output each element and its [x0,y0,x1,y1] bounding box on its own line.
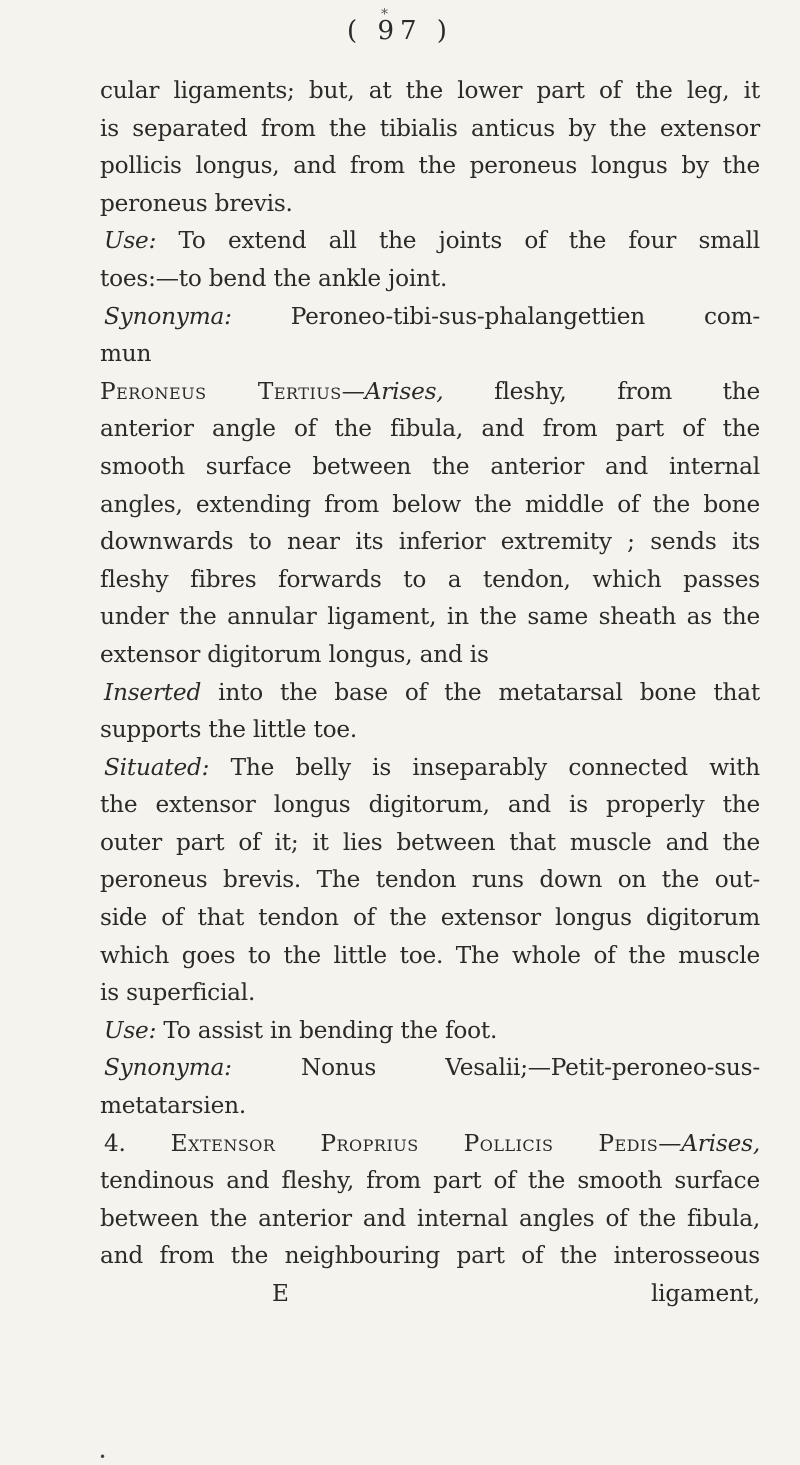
section-label: Use: [104,1016,157,1044]
text-line: mun [100,340,152,368]
line-text: To extend all the joints of the four small [156,227,760,255]
text-line: toes:—to bend the ankle joint. [100,264,448,292]
page-number: ( 97 ) [347,16,453,46]
text-line: metatarsien. [100,1092,247,1120]
text-line: tendinous and fleshy, from part of the smooth surface [100,1167,760,1195]
section-label: Synonyma: [104,302,232,330]
line-text: The belly is inseparably connected with [209,753,760,781]
line-text: into the base of the metatarsal bone that [201,678,760,706]
body-text [100,72,760,1313]
muscle-name: Peroneus Tertius [100,377,342,405]
text-line: cular ligaments; but, at the lower part of the leg, it [100,77,760,104]
section-number: 4. [104,1129,126,1157]
line-text: fleshy, from the [443,377,760,405]
section-label: Use: [104,227,157,255]
line-text: To assist in bending the foot. [156,1016,498,1044]
line-text: Peroneo-tibi-sus-phalangettien com- [231,302,760,330]
signature-mark: E [272,1280,289,1307]
text-line: downwards to near its inferior extremity ; sends its [100,528,760,556]
text-line: is separated from the tibialis anticus by the extensor [100,114,760,142]
text-line: anterior angle of the fibula, and from part of the [100,415,760,443]
text-line: side of that tendon of the extensor longus digitorum [100,904,760,932]
dash: — [658,1129,682,1157]
text-line: fleshy fibres forwards to a tendon, which passes [100,565,760,593]
ink-dot: • [99,1450,107,1464]
section-label: Arises, [681,1129,760,1157]
text-line: supports the little toe. [100,716,358,744]
muscle-heading-line [100,373,760,411]
text-line: which goes to the little toe. The whole of the muscle [100,941,760,969]
dash: — [341,377,365,405]
printer-mark: ⁎ [381,2,388,18]
page-footer-line [100,1275,760,1313]
text-line [100,749,760,787]
muscle-heading-line [100,1125,760,1163]
text-line: and from the neighbouring part of the interosseous [100,1242,760,1270]
line-text: Nonus Vesalii;—Petit-peroneo-sus- [231,1054,760,1082]
text-line [100,674,760,712]
text-line: smooth surface between the anterior and internal [100,452,760,480]
muscle-name: Extensor Proprius Pollicis Pedis [125,1129,659,1157]
text-line: the extensor longus digitorum, and is properly the [100,791,760,819]
text-line: pollicis longus, and from the peroneus longus by the [100,152,760,180]
section-label: Synonyma: [104,1054,232,1082]
text-line: extensor digitorum longus, and is [100,640,489,668]
text-line [100,298,760,336]
text-line [100,1012,760,1050]
text-line: between the anterior and internal angles of the fibula, [100,1204,760,1232]
text-line: is superficial. [100,979,256,1007]
section-label: Situated: [104,753,210,781]
text-line: under the annular ligament, in the same sheath as the [100,603,760,631]
text-line: angles, extending from below the middle of the bone [100,490,760,518]
text-line: outer part of it; it lies between that muscle and the [100,828,760,856]
text-line [100,222,760,260]
text-line [100,1049,760,1087]
section-label: Arises, [364,377,444,405]
text-line: peroneus brevis. The tendon runs down on the out- [100,866,760,894]
section-label: Inserted [104,678,202,706]
text-line: peroneus brevis. [100,189,293,217]
catchword: ligament, [650,1280,760,1307]
